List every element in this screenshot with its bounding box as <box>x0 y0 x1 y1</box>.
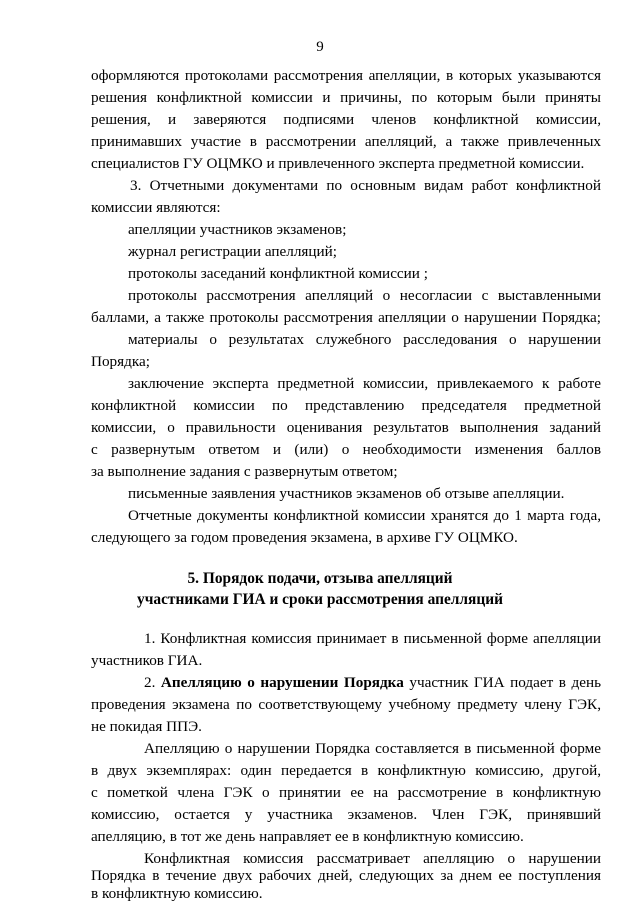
text-line: комиссии, о правильности оценивания результатов выполнения заданий <box>91 419 601 436</box>
text-line: Отчетные документы конфликтной комиссии хранятся до 1 марта года, <box>128 507 601 524</box>
text-line: Конфликтная комиссия рассматривает апелляцию о нарушении <box>144 850 601 867</box>
list-item: протоколы рассмотрения апелляций о несогласии с выставленными <box>128 287 601 304</box>
text-line: в двух экземплярах: один передается в конфликтную комиссию, другой, <box>91 762 601 779</box>
list-item: протоколы заседаний конфликтной комиссии ; <box>128 265 428 282</box>
list-item: материалы о результатах служебного расследования о нарушении <box>128 331 601 348</box>
text-line: 3. Отчетными документами по основным видам работ конфликтной <box>130 177 601 194</box>
page-number: 9 <box>316 39 324 55</box>
text-line: Апелляцию о нарушении Порядка составляется в письменной форме <box>144 740 601 757</box>
text-line: Порядка; <box>91 353 150 370</box>
text-line: решения, и заверяются подписями членов конфликтной комиссии, <box>91 111 601 128</box>
text-line: участников ГИА. <box>91 652 203 669</box>
section-heading: 5. Порядок подачи, отзыва апелляций <box>187 570 453 587</box>
text-line: баллами, а также протоколы рассмотрения апелляции о нарушении Порядка; <box>91 309 601 326</box>
text-line: решения конфликтной комиссии и причины, по которым были приняты <box>91 89 601 106</box>
text-line: не покидая ППЭ. <box>91 718 202 735</box>
text-line: апелляцию, в тот же день направляет ее в конфликтную комиссию. <box>91 828 524 845</box>
item-number: 2. <box>144 674 156 691</box>
list-item: заключение эксперта предметной комиссии, привлекаемого к работе <box>128 375 601 392</box>
item-text: участник ГИА подает в день <box>409 674 601 691</box>
list-item: апелляции участников экзаменов; <box>128 221 347 238</box>
text-line: комиссии являются: <box>91 199 221 216</box>
text-line: в конфликтную комиссию. <box>91 885 263 902</box>
text-line: проведения экзамена по соответствующему учебному предмету члену ГЭК, <box>91 696 601 713</box>
text-line: за выполнение задания с развернутым ответом; <box>91 463 398 480</box>
text-line <box>144 673 601 693</box>
text-line: оформляются протоколами рассмотрения апелляции, в которых указываются <box>91 67 601 84</box>
text-line: конфликтной комиссии по представлению председателя предметной <box>91 397 601 414</box>
text-line: специалистов ГУ ОЦМКО и привлеченного эксперта предметной комиссии. <box>91 155 585 172</box>
text-line: с пометкой члена ГЭК о принятии ее на рассмотрение в конфликтную <box>91 784 601 801</box>
section-heading: участниками ГИА и сроки рассмотрения апелляций <box>137 591 503 608</box>
text-line: принимавших участие в рассмотрении апелляций, а также привлеченных <box>91 133 601 150</box>
text-line: Порядка в течение двух рабочих дней, следующих за днем ее поступления <box>91 867 601 884</box>
text-line: следующего за годом проведения экзамена, в архиве ГУ ОЦМКО. <box>91 529 518 546</box>
list-item: журнал регистрации апелляций; <box>128 243 337 260</box>
text-line: комиссию, остается у участника экзаменов. Член ГЭК, принявший <box>91 806 601 823</box>
list-item: письменные заявления участников экзаменов об отзыве апелляции. <box>128 485 565 502</box>
text-line: 1. Конфликтная комиссия принимает в письменной форме апелляции <box>144 630 601 647</box>
text-line: с развернутым ответом и (или) о необходимости изменения баллов <box>91 441 601 458</box>
bold-term: Апелляцию о нарушении Порядка <box>160 674 404 691</box>
